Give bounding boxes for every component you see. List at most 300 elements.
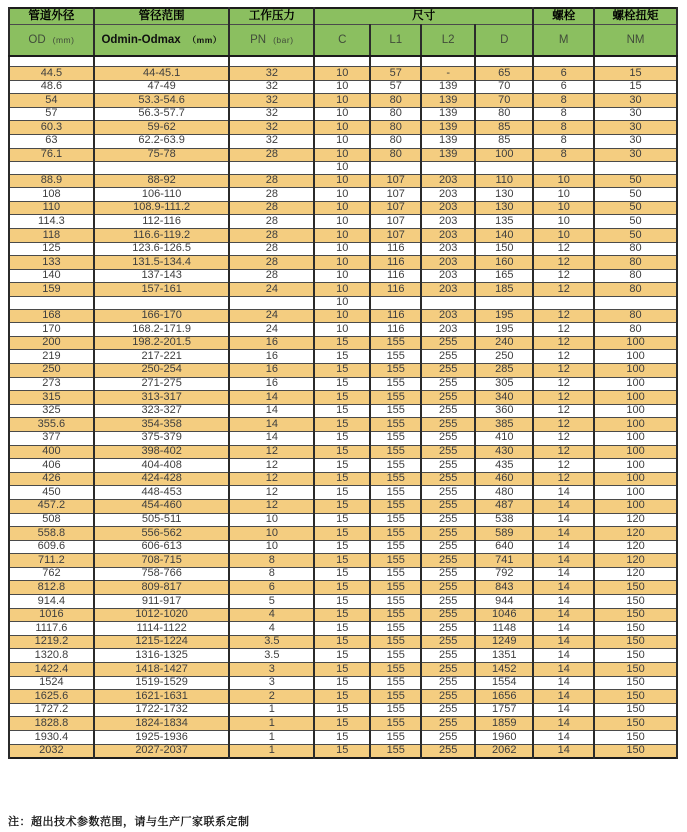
data-cell: 12 (229, 499, 314, 513)
data-cell: 139 (421, 148, 475, 162)
data-cell: 70 (475, 94, 533, 108)
group-header-cell: 螺栓扭矩 (594, 8, 677, 25)
data-cell: 28 (229, 229, 314, 243)
data-cell: 255 (421, 472, 475, 486)
data-cell: 139 (421, 107, 475, 121)
data-cell: 3 (229, 676, 314, 690)
data-cell: 63 (9, 134, 94, 148)
data-cell: 711.2 (9, 554, 94, 568)
data-row (9, 690, 677, 704)
data-cell: 430 (475, 445, 533, 459)
data-cell: 12 (229, 486, 314, 500)
data-cell: 8 (229, 567, 314, 581)
sub-header-label: C (338, 33, 347, 46)
data-cell: 2027-2037 (94, 744, 230, 758)
data-cell: 155 (370, 445, 421, 459)
data-cell: 10 (314, 94, 370, 108)
data-cell: 155 (370, 377, 421, 391)
data-cell: 14 (533, 744, 594, 758)
data-cell: 116 (370, 323, 421, 337)
data-cell: 424-428 (94, 472, 230, 486)
data-cell: 4 (229, 608, 314, 622)
data-cell: 10 (229, 513, 314, 527)
data-cell: 8 (533, 134, 594, 148)
data-cell: 10 (314, 107, 370, 121)
data-cell: 10 (314, 215, 370, 229)
data-cell: 1960 (475, 731, 533, 745)
data-cell: 1046 (475, 608, 533, 622)
data-cell: 155 (370, 690, 421, 704)
data-cell: 155 (370, 499, 421, 513)
data-cell: 15 (314, 649, 370, 663)
data-cell: 255 (421, 649, 475, 663)
data-cell: 155 (370, 581, 421, 595)
data-cell: 2062 (475, 744, 533, 758)
sub-header-cell (533, 25, 594, 57)
data-cell: 12 (533, 242, 594, 256)
empty-cell (594, 297, 677, 310)
data-cell: 155 (370, 663, 421, 677)
data-cell: 285 (475, 363, 533, 377)
data-row (9, 391, 677, 405)
data-cell: 14 (533, 513, 594, 527)
data-cell: 15 (314, 731, 370, 745)
empty-cell (421, 162, 475, 175)
data-cell: 48.6 (9, 80, 94, 94)
data-cell: 80 (370, 148, 421, 162)
data-cell: 15 (314, 459, 370, 473)
data-cell: 160 (475, 256, 533, 270)
data-cell: 505-511 (94, 513, 230, 527)
data-cell: 255 (421, 676, 475, 690)
data-cell: 354-358 (94, 418, 230, 432)
data-cell: 1114-1122 (94, 622, 230, 636)
data-cell: 50 (594, 229, 677, 243)
data-cell: 450 (9, 486, 94, 500)
data-cell: 1656 (475, 690, 533, 704)
data-cell: 556-562 (94, 527, 230, 541)
data-cell: 15 (314, 595, 370, 609)
data-cell: 480 (475, 486, 533, 500)
data-cell: 80 (594, 269, 677, 283)
empty-cell (9, 56, 94, 67)
data-cell: 1859 (475, 717, 533, 731)
data-cell: 313-317 (94, 391, 230, 405)
data-cell: 5 (229, 595, 314, 609)
data-cell: 10 (533, 174, 594, 188)
data-cell: 15 (594, 80, 677, 94)
data-cell: 203 (421, 215, 475, 229)
data-row (9, 229, 677, 243)
data-cell: 60.3 (9, 121, 94, 135)
data-cell: 914.4 (9, 595, 94, 609)
data-cell: 155 (370, 554, 421, 568)
data-cell: 219 (9, 350, 94, 364)
data-cell: 100 (594, 459, 677, 473)
data-cell: 375-379 (94, 431, 230, 445)
data-cell: 305 (475, 377, 533, 391)
data-cell: 404-408 (94, 459, 230, 473)
data-cell: 3.5 (229, 635, 314, 649)
data-cell: 32 (229, 94, 314, 108)
sub-header-unit: （mm） (187, 34, 222, 45)
data-cell: 120 (594, 554, 677, 568)
data-cell: 131.5-134.4 (94, 256, 230, 270)
sub-header-label: L2 (441, 33, 455, 46)
data-cell: 3 (229, 663, 314, 677)
data-cell: 758-766 (94, 567, 230, 581)
data-cell: 410 (475, 431, 533, 445)
data-row (9, 323, 677, 337)
data-row (9, 513, 677, 527)
data-cell: 1824-1834 (94, 717, 230, 731)
data-cell: 325 (9, 404, 94, 418)
empty-cell (533, 162, 594, 175)
sub-header-label: Odmin-Odmax (101, 33, 181, 46)
data-cell: 155 (370, 608, 421, 622)
data-cell: 12 (533, 391, 594, 405)
data-cell: 155 (370, 622, 421, 636)
data-cell: 130 (475, 188, 533, 202)
data-cell: 100 (594, 336, 677, 350)
empty-cell (533, 56, 594, 67)
data-cell: 100 (594, 391, 677, 405)
data-cell: 15 (314, 554, 370, 568)
data-cell: 10 (314, 256, 370, 270)
data-cell: 15 (314, 567, 370, 581)
data-cell: 116 (370, 283, 421, 297)
data-cell: 12 (533, 377, 594, 391)
data-cell: 12 (533, 309, 594, 323)
data-cell: 195 (475, 323, 533, 337)
data-cell: 14 (533, 554, 594, 568)
empty-cell (229, 162, 314, 175)
data-cell: 30 (594, 121, 677, 135)
data-cell: 100 (594, 363, 677, 377)
empty-cell (370, 297, 421, 310)
data-cell: 1625.6 (9, 690, 94, 704)
empty-cell (94, 56, 230, 67)
data-cell: 12 (533, 431, 594, 445)
data-cell: 80 (370, 121, 421, 135)
data-cell: 10 (314, 80, 370, 94)
empty-cell (370, 162, 421, 175)
data-cell: 6 (533, 80, 594, 94)
data-cell: 44-45.1 (94, 67, 230, 81)
data-cell: 255 (421, 377, 475, 391)
data-row (9, 215, 677, 229)
data-cell: 508 (9, 513, 94, 527)
data-cell: 59-62 (94, 121, 230, 135)
data-cell: 14 (533, 635, 594, 649)
data-cell: 8 (533, 107, 594, 121)
blank-row (9, 56, 677, 67)
data-cell: 6 (229, 581, 314, 595)
data-cell: 135 (475, 215, 533, 229)
data-cell: 3.5 (229, 649, 314, 663)
data-cell: 255 (421, 418, 475, 432)
data-cell: 100 (594, 445, 677, 459)
data-cell: 10 (229, 527, 314, 541)
data-cell: 255 (421, 595, 475, 609)
data-cell: 812.8 (9, 581, 94, 595)
data-cell: 14 (533, 649, 594, 663)
data-cell: 203 (421, 269, 475, 283)
sub-header-cell (94, 25, 230, 57)
data-cell: 12 (533, 256, 594, 270)
sub-header-label: D (500, 33, 509, 46)
data-cell: 50 (594, 215, 677, 229)
data-cell: 100 (594, 350, 677, 364)
data-cell: 80 (594, 256, 677, 270)
empty-cell (594, 162, 677, 175)
data-cell: 120 (594, 527, 677, 541)
data-row (9, 201, 677, 215)
data-cell: 398-402 (94, 445, 230, 459)
data-cell: 150 (594, 635, 677, 649)
group-header-row (9, 8, 677, 25)
data-cell: 155 (370, 717, 421, 731)
separator-row (9, 162, 677, 175)
data-cell: 155 (370, 527, 421, 541)
data-row (9, 635, 677, 649)
data-cell: 14 (533, 690, 594, 704)
data-cell: 460 (475, 472, 533, 486)
data-cell: 14 (229, 391, 314, 405)
sub-header-cell (421, 25, 475, 57)
data-cell: 255 (421, 513, 475, 527)
data-row (9, 134, 677, 148)
empty-cell (475, 297, 533, 310)
group-header-cell: 管径范围 (94, 8, 230, 25)
data-cell: 107 (370, 188, 421, 202)
data-cell: 809-817 (94, 581, 230, 595)
data-cell: 157-161 (94, 283, 230, 297)
data-cell: 609.6 (9, 540, 94, 554)
data-cell: 195 (475, 309, 533, 323)
empty-cell (9, 297, 94, 310)
data-cell: 57 (370, 80, 421, 94)
data-cell: 80 (370, 94, 421, 108)
data-cell: 255 (421, 391, 475, 405)
data-cell: 15 (314, 635, 370, 649)
data-cell: 150 (594, 703, 677, 717)
data-cell: 57 (370, 67, 421, 81)
data-cell: 10 (533, 188, 594, 202)
data-cell: 15 (314, 703, 370, 717)
data-cell: 255 (421, 540, 475, 554)
data-cell: 28 (229, 174, 314, 188)
data-cell: 12 (229, 445, 314, 459)
data-cell: 14 (533, 731, 594, 745)
data-cell: 15 (314, 527, 370, 541)
data-cell: 1452 (475, 663, 533, 677)
data-cell: 15 (314, 513, 370, 527)
data-cell: 107 (370, 215, 421, 229)
empty-cell (421, 56, 475, 67)
data-cell: 15 (314, 690, 370, 704)
data-cell: 14 (533, 622, 594, 636)
data-cell: 15 (314, 363, 370, 377)
data-cell: 12 (533, 459, 594, 473)
data-row (9, 404, 677, 418)
data-cell: 15 (314, 676, 370, 690)
sub-header-label: L1 (389, 33, 403, 46)
data-cell: 10 (314, 309, 370, 323)
data-cell: 75-78 (94, 148, 230, 162)
data-cell: 112-116 (94, 215, 230, 229)
pipe-spec-table (8, 7, 678, 759)
data-cell: 12 (229, 472, 314, 486)
data-cell: 15 (314, 663, 370, 677)
data-row (9, 94, 677, 108)
data-cell: 155 (370, 391, 421, 405)
data-row (9, 676, 677, 690)
data-cell: 15 (314, 445, 370, 459)
data-cell: 150 (594, 581, 677, 595)
data-row (9, 486, 677, 500)
data-cell: 255 (421, 731, 475, 745)
data-cell: 155 (370, 336, 421, 350)
data-cell: 708-715 (94, 554, 230, 568)
data-cell: 12 (533, 363, 594, 377)
data-cell: 28 (229, 242, 314, 256)
data-cell: 28 (229, 256, 314, 270)
data-cell: 88-92 (94, 174, 230, 188)
data-cell: 14 (533, 567, 594, 581)
data-cell: 15 (314, 336, 370, 350)
data-cell: 271-275 (94, 377, 230, 391)
footnote: 注：超出技术参数范围，请与生产厂家联系定制 (8, 816, 250, 828)
data-cell: 12 (533, 472, 594, 486)
data-cell: 85 (475, 121, 533, 135)
data-row (9, 350, 677, 364)
empty-cell (370, 56, 421, 67)
data-cell: 30 (594, 134, 677, 148)
data-cell: 2032 (9, 744, 94, 758)
data-cell: 110 (475, 174, 533, 188)
data-cell: 150 (594, 595, 677, 609)
data-cell: 150 (594, 731, 677, 745)
data-cell: 139 (421, 80, 475, 94)
separator-row (9, 297, 677, 310)
data-cell: 14 (533, 581, 594, 595)
data-cell: 120 (594, 513, 677, 527)
data-cell: 15 (314, 581, 370, 595)
data-cell: 50 (594, 201, 677, 215)
data-cell: 155 (370, 363, 421, 377)
data-cell: 14 (533, 595, 594, 609)
data-cell: 377 (9, 431, 94, 445)
data-cell: 217-221 (94, 350, 230, 364)
data-cell: 1757 (475, 703, 533, 717)
data-cell: 198.2-201.5 (94, 336, 230, 350)
data-cell: 255 (421, 486, 475, 500)
data-cell: 911-917 (94, 595, 230, 609)
data-row (9, 459, 677, 473)
data-cell: 255 (421, 350, 475, 364)
data-cell: 28 (229, 188, 314, 202)
data-cell: 32 (229, 67, 314, 81)
data-cell: 170 (9, 323, 94, 337)
data-cell: 203 (421, 323, 475, 337)
sub-header-cell (594, 25, 677, 57)
data-cell: 14 (533, 703, 594, 717)
data-cell: 843 (475, 581, 533, 595)
data-cell: 1930.4 (9, 731, 94, 745)
data-cell: 107 (370, 201, 421, 215)
data-cell: 454-460 (94, 499, 230, 513)
data-cell: 155 (370, 350, 421, 364)
data-cell: 255 (421, 703, 475, 717)
data-cell: 255 (421, 336, 475, 350)
data-cell: 12 (533, 445, 594, 459)
data-cell: 14 (533, 676, 594, 690)
data-cell: 155 (370, 459, 421, 473)
data-cell: 28 (229, 148, 314, 162)
data-cell: 1219.2 (9, 635, 94, 649)
data-cell: 12 (533, 350, 594, 364)
data-cell: 76.1 (9, 148, 94, 162)
data-cell: 240 (475, 336, 533, 350)
data-cell: 10 (314, 323, 370, 337)
sub-header-unit: (bar) (273, 34, 294, 45)
data-row (9, 663, 677, 677)
data-cell: 250-254 (94, 363, 230, 377)
data-cell: 50 (594, 174, 677, 188)
data-cell: 400 (9, 445, 94, 459)
data-cell: 1621-1631 (94, 690, 230, 704)
data-cell: 1 (229, 703, 314, 717)
data-row (9, 418, 677, 432)
data-cell: 250 (475, 350, 533, 364)
data-cell: 792 (475, 567, 533, 581)
data-cell: 65 (475, 67, 533, 81)
data-cell: 116 (370, 269, 421, 283)
data-cell: 139 (421, 94, 475, 108)
data-cell: 385 (475, 418, 533, 432)
data-row (9, 622, 677, 636)
data-cell: 116 (370, 309, 421, 323)
data-cell: 1422.4 (9, 663, 94, 677)
data-row (9, 649, 677, 663)
data-cell: 15 (314, 472, 370, 486)
data-cell: 15 (314, 540, 370, 554)
data-cell: 53.3-54.6 (94, 94, 230, 108)
data-cell: 1727.2 (9, 703, 94, 717)
data-cell: 1925-1936 (94, 731, 230, 745)
data-cell: 589 (475, 527, 533, 541)
data-cell: 150 (594, 649, 677, 663)
data-cell: 140 (475, 229, 533, 243)
data-cell: 100 (594, 431, 677, 445)
sub-header-cell (475, 25, 533, 57)
data-cell: 14 (533, 608, 594, 622)
data-row (9, 256, 677, 270)
data-cell: 10 (314, 242, 370, 256)
data-cell: 203 (421, 309, 475, 323)
data-cell: 1519-1529 (94, 676, 230, 690)
data-cell: 10 (314, 201, 370, 215)
data-row (9, 242, 677, 256)
data-cell: 155 (370, 404, 421, 418)
empty-cell (229, 297, 314, 310)
data-cell: 80 (370, 107, 421, 121)
data-cell: 16 (229, 363, 314, 377)
data-cell: 10 (314, 283, 370, 297)
data-cell: 255 (421, 608, 475, 622)
data-row (9, 283, 677, 297)
